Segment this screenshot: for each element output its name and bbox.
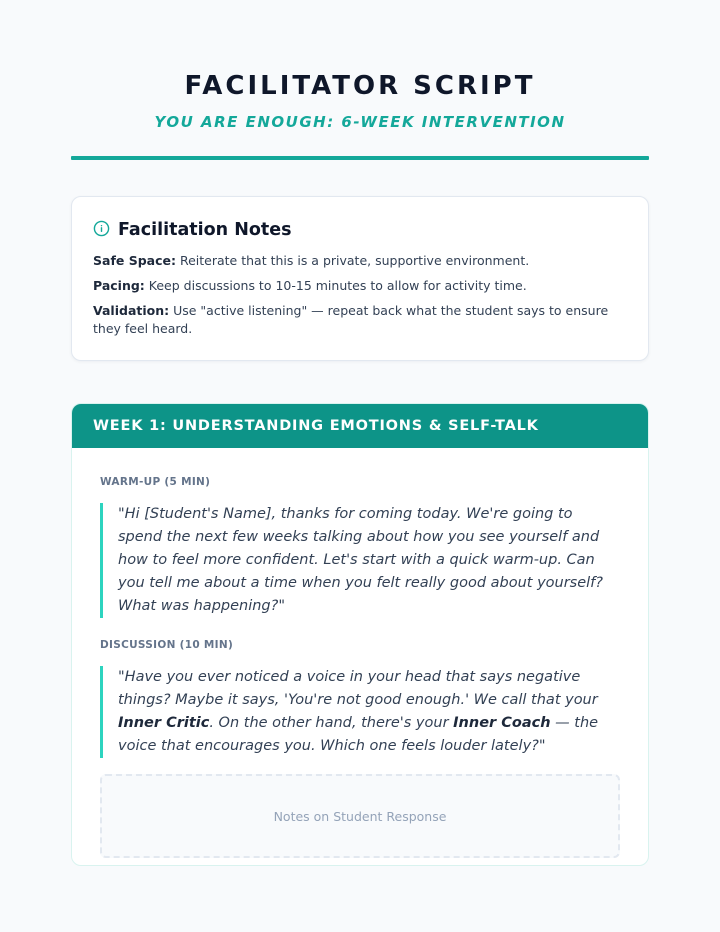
note-text: Reiterate that this is a private, supportive environment.	[179, 253, 530, 268]
notes-heading	[93, 219, 627, 241]
header-divider	[71, 156, 649, 160]
quote-text: "Have you ever noticed a voice in your head that says negative things? Maybe it says, 'You're not good enough.' We call that your	[118, 669, 598, 708]
note-safe-space	[93, 252, 627, 270]
note-text: Keep discussions to 10-15 minutes to allow for activity time.	[148, 278, 527, 293]
page-subtitle: YOU ARE ENOUGH: 6-WEEK INTERVENTION	[154, 113, 566, 131]
facilitation-notes-card	[71, 196, 649, 361]
page-title: FACILITATOR SCRIPT	[184, 71, 536, 101]
note-validation	[93, 302, 627, 338]
inner-coach-term: Inner Coach	[453, 715, 551, 731]
note-label: Validation:	[93, 303, 170, 318]
warmup-label: WARM-UP (5 MIN)	[100, 476, 211, 488]
inner-critic-term: Inner Critic	[118, 715, 210, 731]
note-text: Use "active listening" — repeat back what the student says to ensure they feel heard.	[93, 303, 609, 336]
notes-title: Facilitation Notes	[118, 220, 292, 240]
response-box-label: Notes on Student Response	[273, 808, 447, 824]
note-label: Safe Space:	[93, 253, 176, 268]
week-1-card	[71, 403, 649, 866]
notes-list	[93, 252, 627, 338]
warmup-quote: "Hi [Student's Name], thanks for coming today. We're going to spend the next few weeks talking about how you see yourself and how to feel more confident. Let's start with a quick warm-up. Can you tell me about a time when you felt really good about yourself? What was happening?"	[100, 503, 620, 618]
week-1-title: WEEK 1: UNDERSTANDING EMOTIONS & SELF-TALK	[93, 418, 539, 434]
quote-text: . On the other hand, there's your	[209, 715, 454, 731]
week-1-header	[72, 404, 648, 448]
week-1-body	[72, 448, 648, 858]
note-pacing	[93, 277, 627, 295]
note-label: Pacing:	[93, 278, 145, 293]
quote-text: — the voice that encourages you. Which one feels louder lately?"	[118, 715, 599, 754]
discussion-label: DISCUSSION (10 MIN)	[100, 639, 234, 651]
document-header	[71, 0, 649, 160]
info-circle-icon	[93, 220, 110, 241]
discussion-quote	[100, 666, 620, 758]
student-response-notes-box[interactable]	[100, 774, 620, 858]
